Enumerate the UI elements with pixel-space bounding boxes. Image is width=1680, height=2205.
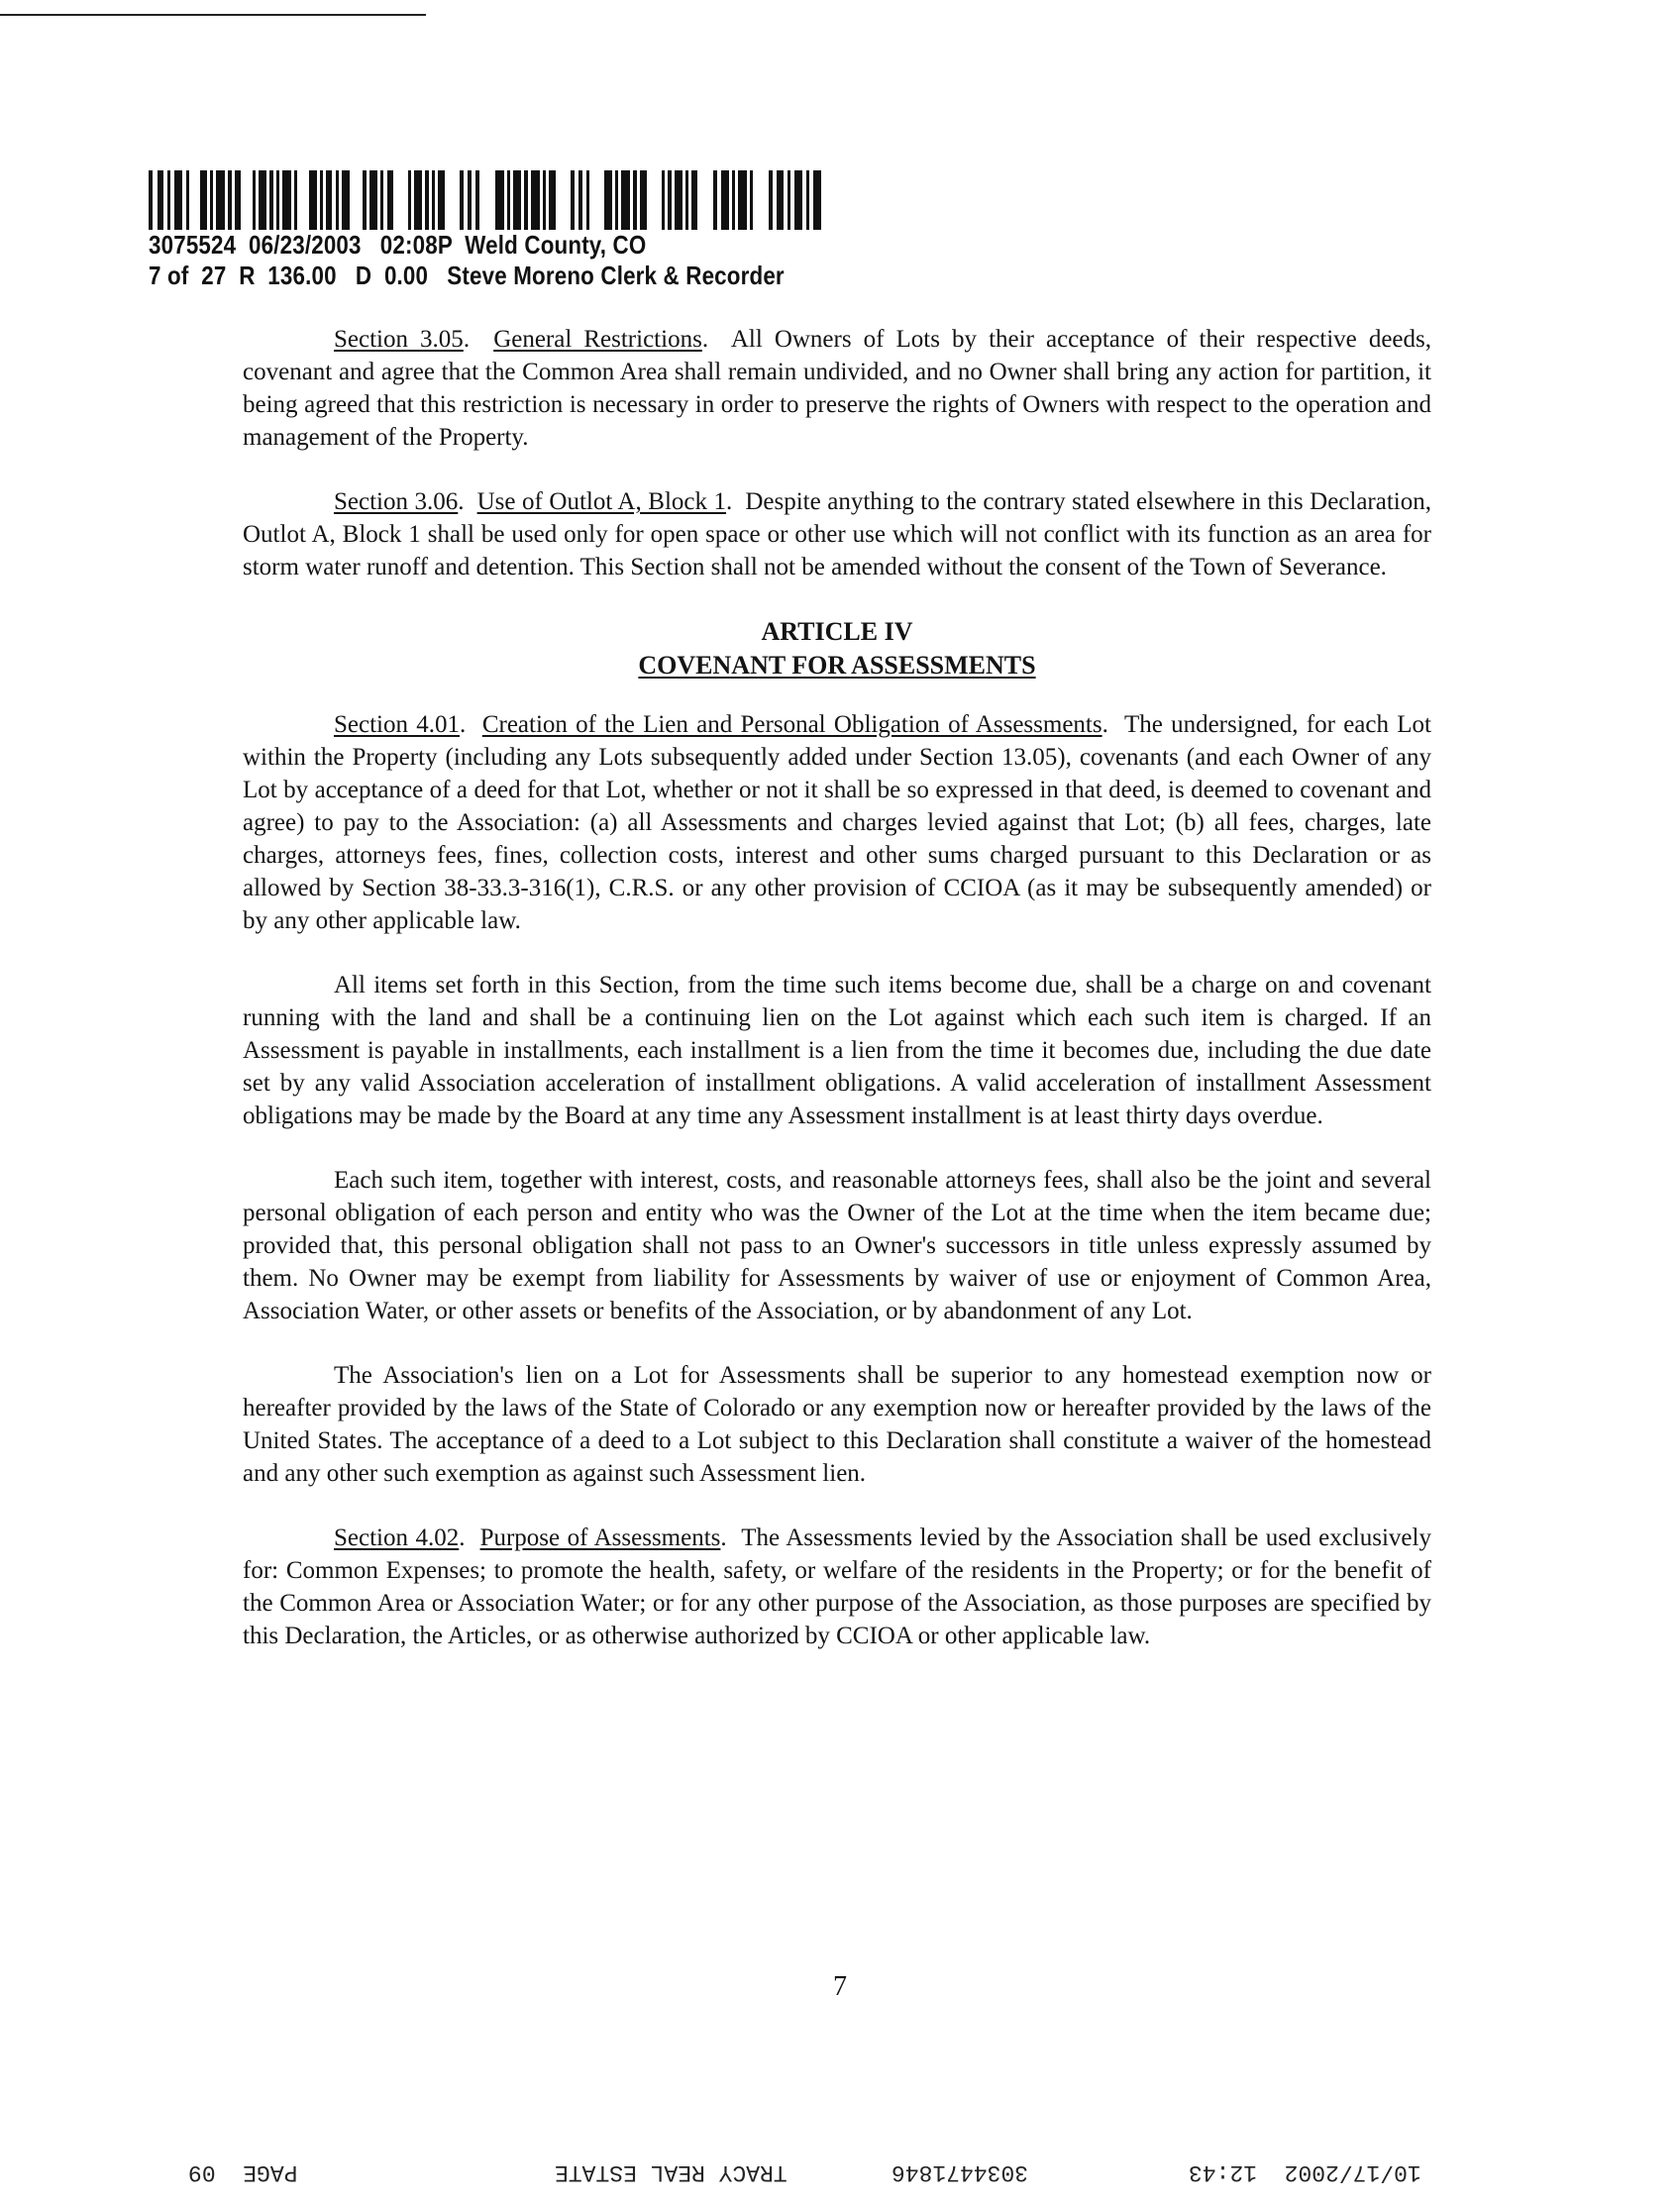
section-3-06: Section 3.06. Use of Outlot A, Block 1. Despite anything to the contrary stated elsewhere in this Declaration, Outlot A, Block 1 shall be used only for open space or other use which will not conflict with its function as an area for storm water runoff and detention. This Section shall not be amended without the consent of the Town of Severance.: [243, 488, 1431, 580]
top-rule: [0, 14, 426, 16]
section-title: Creation of the Lien and Personal Obligation of Assessments: [481, 711, 1102, 738]
section-number: Section 3.05: [334, 326, 464, 353]
section-number: Section 4.02: [334, 1524, 460, 1551]
recording-stamp-line1: 3075524 06/23/2003 02:08P Weld County, CO: [149, 230, 647, 260]
document-body: [243, 323, 1431, 1684]
paragraph-each-such-item: Each such item, together with interest, costs, and reasonable attorneys fees, shall also be the joint and several personal obligation of each person and entity who was the Owner of the Lot at the time when the item became due; provided that, this personal obligation shall not pass to an Owner's successors in title unless expressly assumed by them. No Owner may be exempt from liability for Assessments by waiver of use or enjoyment of Common Area, Association Water, or other assets or benefits of the Association, or by abandonment of any Lot.: [243, 1167, 1431, 1324]
section-3-05: Section 3.05. General Restrictions. All Owners of Lots by their acceptance of their respective deeds, covenant and agree that the Common Area shall remain undivided, and no Owner shall bring any action for partition, it being agreed that this restriction is necessary in order to preserve the rights of Owners with respect to the operation and management of the Property.: [243, 326, 1431, 451]
section-4-02: Section 4.02. Purpose of Assessments. The Assessments levied by the Association shall be used exclusively for: Common Expenses; to promote the health, safety, or welfare of the residents in the Property; or for the benefit of the Common Area or Association Water; or for any other purpose of the Association, as those purposes are specified by this Declaration, the Articles, or as otherwise authorized by CCIOA or other applicable law.: [243, 1524, 1431, 1649]
article-title: COVENANT FOR ASSESSMENTS: [638, 651, 1036, 680]
barcode: [149, 170, 827, 230]
paragraph-association-lien: The Association's lien on a Lot for Assessments shall be superior to any homestead exemption now or hereafter provided by the laws of the State of Colorado or any exemption now or hereafter provided by the laws of the United States. The acceptance of a deed to a Lot subject to this Declaration shall constitute a waiver of the homestead and any other such exemption as against such Assessment lien.: [243, 1362, 1431, 1487]
fax-page: PAGE 09: [188, 2159, 298, 2185]
fax-datetime: 10/17/2002 12:43: [1189, 2159, 1421, 2185]
section-title: Purpose of Assessments: [479, 1524, 721, 1551]
fax-sender: TRACY REAL ESTATE: [555, 2159, 788, 2185]
section-text: The Assessments levied by the Association shall be used exclusively for: Common Expenses; to promote the health, safety, or welfare of the residents in the Property; or for the benefit of the Common Area or Association Water; or for any other purpose of the Association, as those purposes are specified by this Declaration, the Articles, or as otherwise authorized by CCIOA or other applicable law.: [243, 1524, 1431, 1649]
section-text: All Owners of Lots by their acceptance of their respective deeds, covenant and agree that the Common Area shall remain undivided, and no Owner shall bring any action for partition, it being agreed that this restriction is necessary in order to preserve the rights of Owners with respect to the operation and management of the Property.: [243, 326, 1431, 451]
section-number: Section 3.06: [334, 488, 459, 515]
section-4-01: Section 4.01. Creation of the Lien and Personal Obligation of Assessments. The undersigned, for each Lot within the Property (including any Lots subsequently added under Section 13.05), covenants (and each Owner of any Lot by acceptance of a deed for that Lot, whether or not it shall be so expressed in that deed, is deemed to covenant and agree) to pay to the Association: (a) all Assessments and charges levied against that Lot; (b) all fees, charges, late charges, attorneys fees, fines, collection costs, interest and other sums charged pursuant to this Declaration or as allowed by Section 38-33.3-316(1), C.R.S. or any other provision of CCIOA (as it may be subsequently amended) or by any other applicable law.: [243, 711, 1431, 934]
section-title: General Restrictions: [493, 326, 702, 353]
section-number: Section 4.01: [334, 711, 461, 738]
paragraph-all-items: All items set forth in this Section, from the time such items become due, shall be a charge on and covenant running with the land and shall be a continuing lien on the Lot against which each such item is charged. If an Assessment is payable in installments, each installment is a lien from the time it becomes due, including the due date set by any valid Association acceleration of installment obligations. A valid acceleration of installment Assessment obligations may be made by the Board at any time any Assessment installment is at least thirty days overdue.: [243, 972, 1431, 1129]
article-heading-block: [243, 615, 1431, 682]
recording-stamp-line2: 7 of 27 R 136.00 D 0.00 Steve Moreno Clerk & Recorder: [149, 261, 785, 290]
section-text: Despite anything to the contrary stated elsewhere in this Declaration, Outlot A, Block 1 shall be used only for open space or other use which will not conflict with its function as an area for storm water runoff and detention. This Section shall not be amended without the consent of the Town of Severance.: [243, 488, 1431, 580]
section-title: Use of Outlot A, Block 1: [476, 488, 727, 515]
fax-phone: 3034471846: [892, 2159, 1029, 2185]
article-heading: ARTICLE IV: [761, 617, 913, 646]
page-number: 7: [833, 1971, 847, 2002]
section-text: The undersigned, for each Lot within the Property (including any Lots subsequently added under Section 13.05), covenants (and each Owner of any Lot by acceptance of a deed for that Lot, whether or not it shall be so expressed in that deed, is deemed to covenant and agree) to pay to the Association: (a) all Assessments and charges levied against that Lot; (b) all fees, charges, late charges, attorneys fees, fines, collection costs, interest and other sums charged pursuant to this Declaration or as allowed by Section 38-33.3-316(1), C.R.S. or any other provision of CCIOA (as it may be subsequently amended) or by any other applicable law.: [243, 711, 1431, 934]
